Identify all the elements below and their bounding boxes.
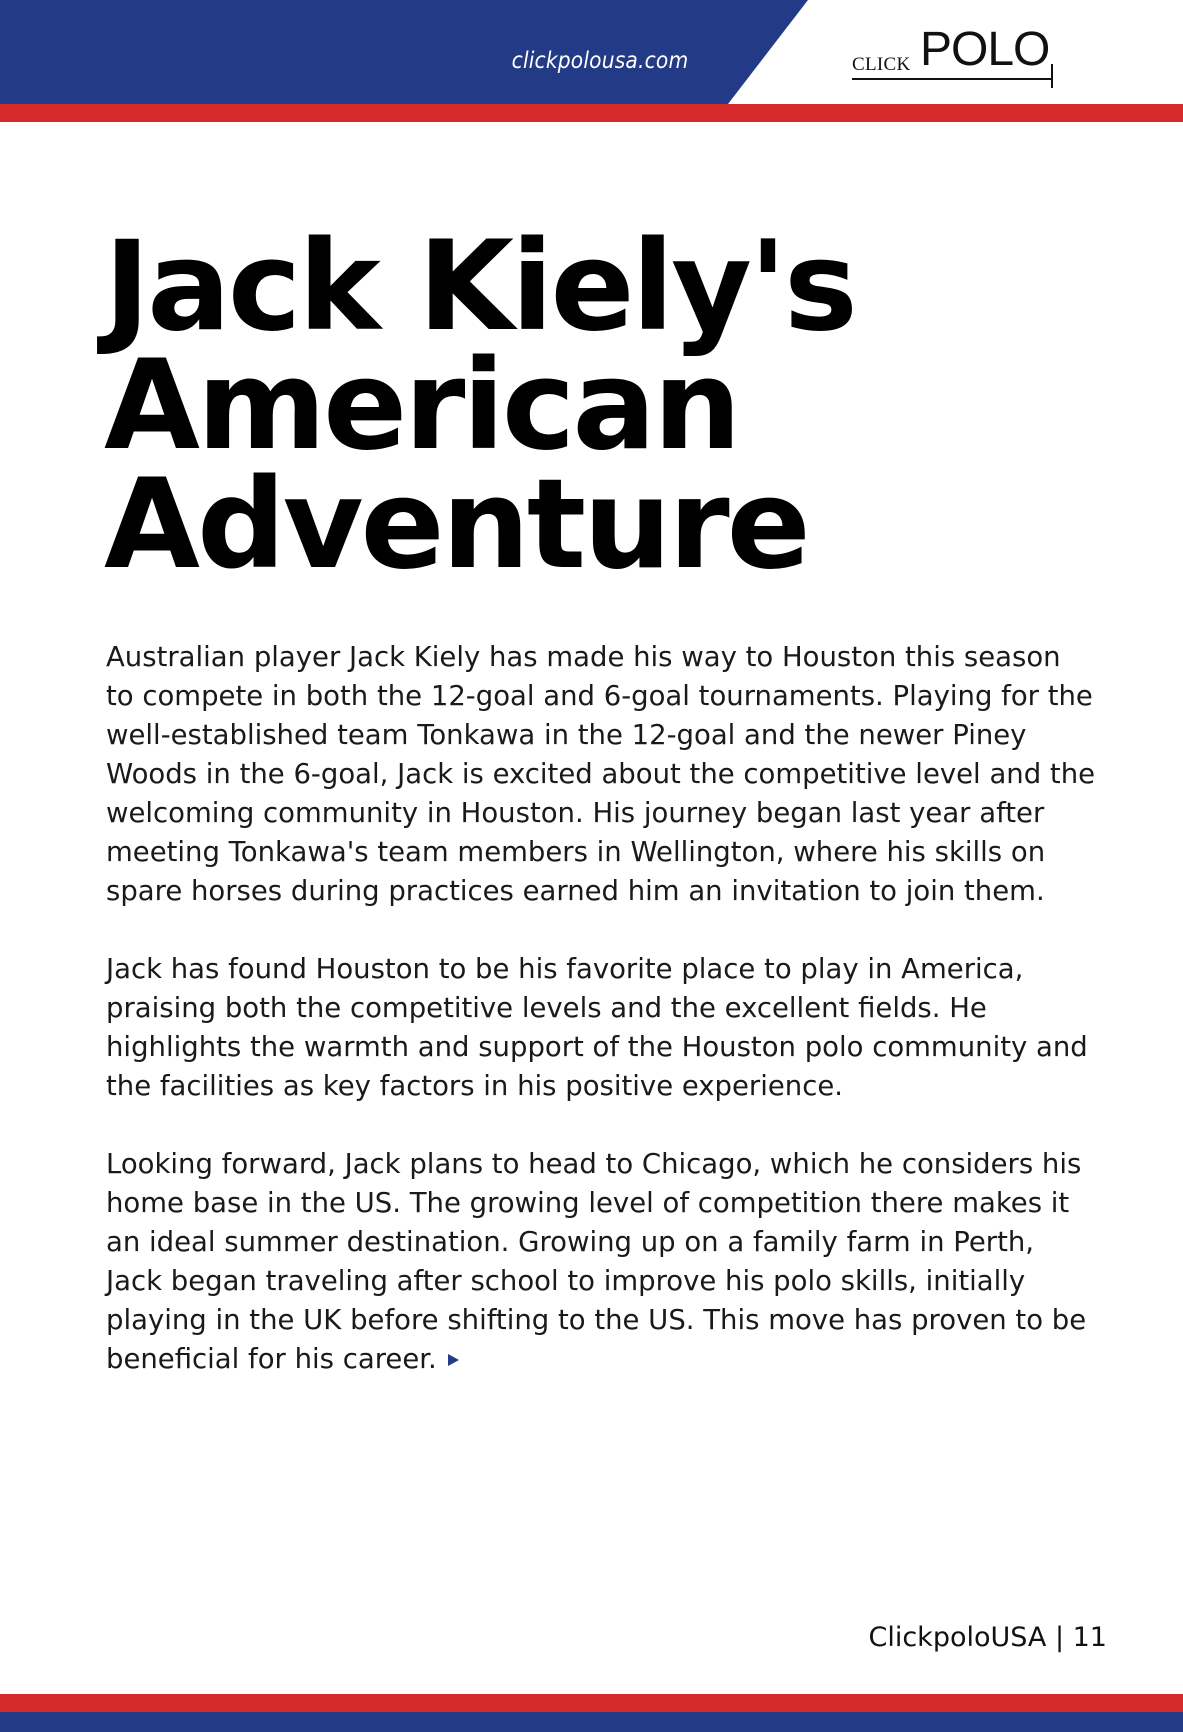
title-line-2: American (104, 334, 739, 478)
article-title (104, 215, 1104, 597)
article-paragraph-2 (106, 950, 1096, 1106)
article-paragraph-1 (106, 638, 1096, 911)
page-number-label: ClickpoloUSA | 11 (868, 1622, 1107, 1653)
paragraph-1-text: Australian player Jack Kiely has made his way to Houston this season to compete in both the 12-goal and 6-goal tournaments. Playing for the well-established team Tonkawa in the 12-goal and the newer Piney Woods in the 6-goal, Jack is excited about the competitive level and the welcoming community in Houston. His journey began last year after meeting Tonkawa's team members in Wellington, where his skills on spare horses during practices earned him an invitation to join them. (106, 641, 1096, 907)
logo-underline (852, 78, 1052, 80)
article-paragraph-3 (106, 1145, 1096, 1379)
site-url[interactable]: clickpolousa.com (511, 48, 689, 74)
page-header (0, 0, 1183, 122)
paragraph-2-text: Jack has found Houston to be his favorite place to play in America, praising both the competitive levels and the excellent fields. He highlights the warmth and support of the Houston polo community and the facilities as key factors in his positive experience. (106, 953, 1088, 1102)
paragraph-3-text: Looking forward, Jack plans to head to Chicago, which he considers his home base in the US. The growing level of competition there makes it an ideal summer destination. Growing up on a family farm in Perth, Jack began traveling after school to improve his polo skills, initially playing in the UK before shifting to the US. This move has proven to be beneficial for his career. (106, 1148, 1087, 1375)
header-red-stripe (0, 104, 1183, 122)
logo-tick (1051, 64, 1053, 88)
title-line-1: Jack Kiely's (104, 215, 855, 359)
title-line-3: Adventure (104, 453, 808, 597)
footer-blue-stripe (0, 1712, 1183, 1732)
play-triangle-icon (445, 1352, 461, 1368)
footer-red-stripe (0, 1694, 1183, 1712)
article-body (106, 638, 1096, 1418)
clickpolo-logo (850, 23, 1060, 92)
logo-click-text: CLICK (852, 54, 911, 75)
logo-polo-text: POLO (920, 23, 1050, 76)
